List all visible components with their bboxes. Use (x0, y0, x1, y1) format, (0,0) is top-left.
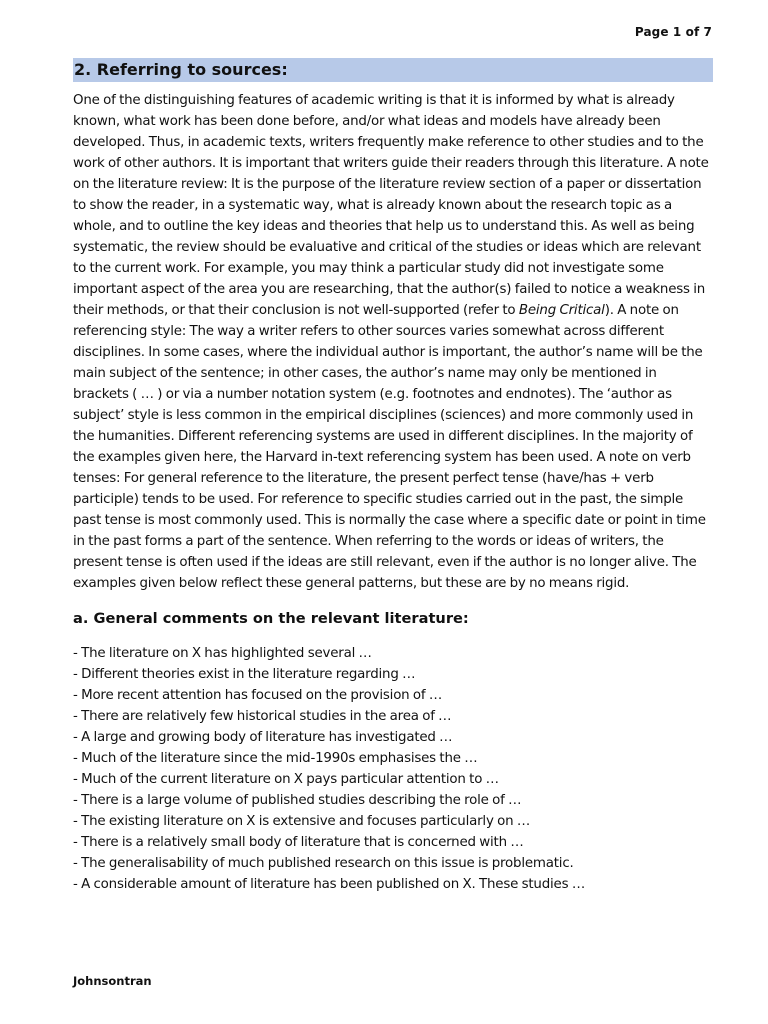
phrase-item: - More recent attention has focused on the provision of … (73, 688, 443, 703)
literature-note-end: ). (604, 303, 614, 318)
phrase-item: - Different theories exist in the literature regarding … (73, 667, 416, 682)
phrase-item: - The generalisability of much published research on this issue is problematic. (73, 856, 574, 871)
subsection-heading: a. General comments on the relevant literature: (73, 610, 469, 627)
literature-note-text: A note on the literature review: It is the purpose of the literature review section of a paper or dissertation to show the reader, in a systematic way, what is already known about the research topic as a whole, and to outline the key ideas and theories that help us to understand this. As well as being systematic, the review should be evaluative and critical of the studies or ideas which are relevant to the current work. For example, you may think a particular study did not investigate some important aspect of the area you are researching, that the author(s) failed to notice a weakness in their methods, or that their conclusion is not well-supported (refer to (73, 156, 709, 318)
phrase-item: - There are relatively few historical studies in the area of … (73, 709, 452, 724)
phrase-item: - Much of the literature since the mid-1990s emphasises the … (73, 751, 478, 766)
verb-tense-note-text: A note on verb tenses: For general reference to the literature, the present perfect tense (have/has + verb participle) tends to be used. For reference to specific studies carried out in the past, the simple past tense is most commonly used. This is normally the case where a specific date or point in time in the past forms a part of the sentence. When referring to the words or ideas of writers, the present tense is often used if the ideas are still relevant, even if the author is no longer alive. The examples given below reflect these general patterns, but these are by no means rigid. (73, 450, 706, 591)
section-heading: 2. Referring to sources: (73, 58, 713, 82)
phrase-item: - A considerable amount of literature has been published on X. These studies … (73, 877, 586, 892)
being-critical-reference: Being Critical (518, 303, 605, 318)
phrase-item: - Much of the current literature on X pays particular attention to … (73, 772, 499, 787)
intro-paragraph (73, 90, 713, 594)
intro-text: One of the distinguishing features of academic writing is that it is informed by what is already known, what work has been done before, and/or what ideas and models have already been developed. Thus, in academic texts, writers frequently make reference to other studies and to the work of other authors. It is important that writers guide their readers through this literature. (73, 93, 704, 171)
phrase-item: - The literature on X has highlighted several … (73, 646, 372, 661)
page-number: Page 1 of 7 (634, 25, 712, 39)
document-body (73, 58, 713, 895)
footer-author: Johnsontran (73, 974, 152, 988)
phrase-item: - There is a relatively small body of literature that is concerned with … (73, 835, 524, 850)
phrase-list (73, 643, 713, 895)
phrase-item: - There is a large volume of published studies describing the role of … (73, 793, 522, 808)
referencing-note-text: A note on referencing style: The way a writer refers to other sources varies somewhat across different disciplines. In some cases, where the individual author is important, the author’s name will be the main subject of the sentence; in other cases, the author’s name may only be mentioned in brackets ( … ) or via a number notation system (e.g. footnotes and endnotes). The ‘author as subject’ style is less common in the empirical disciplines (sciences) and more commonly used in the humanities. Different referencing systems are used in different disciplines. In the majority of the examples given here, the Harvard in-text referencing system has been used. (73, 303, 703, 465)
phrase-item: - A large and growing body of literature has investigated … (73, 730, 453, 745)
phrase-item: - The existing literature on X is extensive and focuses particularly on … (73, 814, 531, 829)
